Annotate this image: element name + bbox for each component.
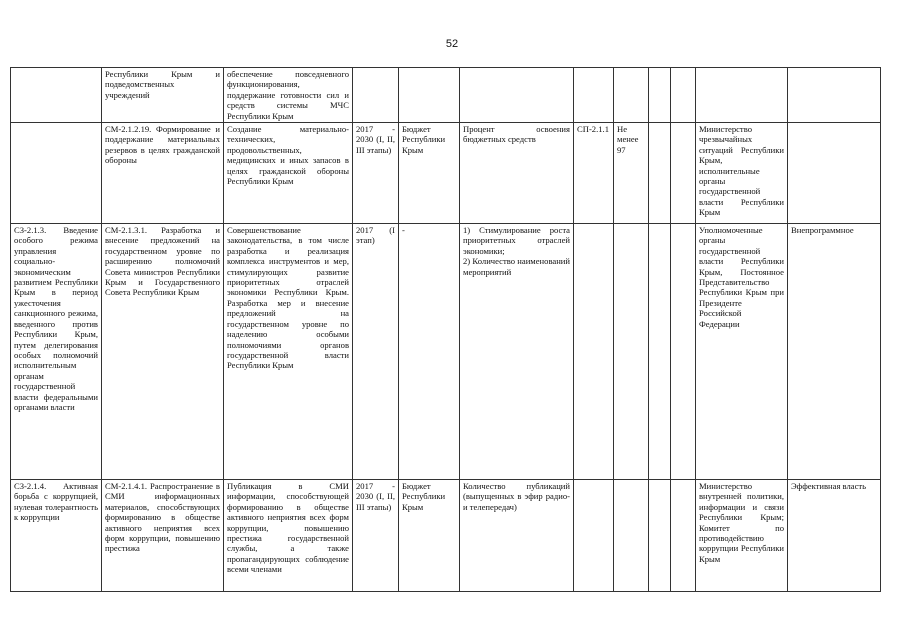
indicator-cell: Процент освоения бюджетных средств <box>460 123 574 224</box>
term-cell: 2017 - 2030 (I, II, III этапы) <box>353 480 399 592</box>
empty-cell <box>649 480 671 592</box>
executor-cell: Министерство чрезвычайных ситуаций Республики Крым, исполнительные органы государственной власти Республики Крым <box>696 123 788 224</box>
measure-cell: СМ-2.1.4.1. Распространение в СМИ информационных материалов, способствующих формированию в обществе активного неприятия всех форм коррупции, повышению престижа <box>102 480 224 592</box>
table-row <box>11 224 881 480</box>
measure-cell: Республики Крым и подведомственных учреждений <box>102 68 224 123</box>
empty-cell <box>671 480 696 592</box>
executor-cell <box>696 68 788 123</box>
table-row <box>11 68 881 123</box>
term-cell: 2017 (I этап) <box>353 224 399 480</box>
target-value-cell <box>614 68 649 123</box>
content-cell: Создание материально-технических, продовольственных, медицинских и иных запасов в целях гражданской обороны Республики Крым <box>224 123 353 224</box>
table-row <box>11 123 881 224</box>
measure-cell: СМ-2.1.3.1. Разработка и внесение предложений на государственном уровне по расширению полномочий Совета министров Республики Крым и Государственного Совета Республики Крым <box>102 224 224 480</box>
page-number: 52 <box>445 38 459 50</box>
executor-cell: Уполномоченные органы государственной власти Республики Крым, Постоянное Представительство Республики Крым при Президенте Российской Федерации <box>696 224 788 480</box>
executor-cell: Министерство внутренней политики, информации и связи Республики Крым; Комитет по противодействию коррупции Республики Крым <box>696 480 788 592</box>
empty-cell <box>649 123 671 224</box>
goal-cell: СЗ-2.1.3. Введение особого режима управления социально-экономическим развитием Республики Крым в период ужесточения санкционного режима, введенного против Республики Крым, путем делегирования особых полномочий исполнительным органам государственной власти федеральными органами власти <box>11 224 102 480</box>
program-cell <box>788 68 881 123</box>
empty-cell <box>649 224 671 480</box>
target-value-cell <box>614 480 649 592</box>
strategy-measures-table <box>10 67 881 592</box>
table-row <box>11 480 881 592</box>
source-cell <box>399 68 460 123</box>
indicator-code-cell: СП-2.1.1 <box>574 123 614 224</box>
empty-cell <box>671 68 696 123</box>
goal-cell <box>11 123 102 224</box>
empty-cell <box>671 123 696 224</box>
goal-cell: СЗ-2.1.4. Активная борьба с коррупцией, нулевая толерантность к коррупции <box>11 480 102 592</box>
program-cell: Внепрограммное <box>788 224 881 480</box>
program-cell: Эффективная власть <box>788 480 881 592</box>
indicator-code-cell <box>574 480 614 592</box>
indicator-code-cell <box>574 224 614 480</box>
content-cell: Совершенствование законодательства, в том числе разработка и реализация комплекса инструментов и мер, стимулирующих развитие приоритетных отраслей экономики Республики Крым. Разработка мер и внесение предложений на государственном уровне по наделению особыми полномочиями органов государственной власти Республики Крым <box>224 224 353 480</box>
source-cell: - <box>399 224 460 480</box>
source-cell: Бюджет Республики Крым <box>399 480 460 592</box>
empty-cell <box>671 224 696 480</box>
content-cell: обеспечение повседневного функционирования, поддержание готовности сил и средств системы МЧС Республики Крым <box>224 68 353 123</box>
indicator-cell <box>460 68 574 123</box>
empty-cell <box>649 68 671 123</box>
term-cell <box>353 68 399 123</box>
indicator-cell: Количество публикаций (выпущенных в эфир радио- и телепередач) <box>460 480 574 592</box>
term-cell: 2017 - 2030 (I, II, III этапы) <box>353 123 399 224</box>
source-cell: Бюджет Республики Крым <box>399 123 460 224</box>
content-cell: Публикация в СМИ информации, способствующей формированию в обществе активного неприятия всех форм коррупции, повышению престижа государственной службы, а также пропагандирующих соблюдение всеми членами <box>224 480 353 592</box>
target-value-cell <box>614 224 649 480</box>
target-value-cell: Не менее 97 <box>614 123 649 224</box>
goal-cell <box>11 68 102 123</box>
program-cell <box>788 123 881 224</box>
indicator-code-cell <box>574 68 614 123</box>
indicator-cell: 1) Стимулирование роста приоритетных отраслей экономики; 2) Количество наименований мероприятий <box>460 224 574 480</box>
measure-cell: СМ-2.1.2.19. Формирование и поддержание материальных резервов в целях гражданской обороны <box>102 123 224 224</box>
